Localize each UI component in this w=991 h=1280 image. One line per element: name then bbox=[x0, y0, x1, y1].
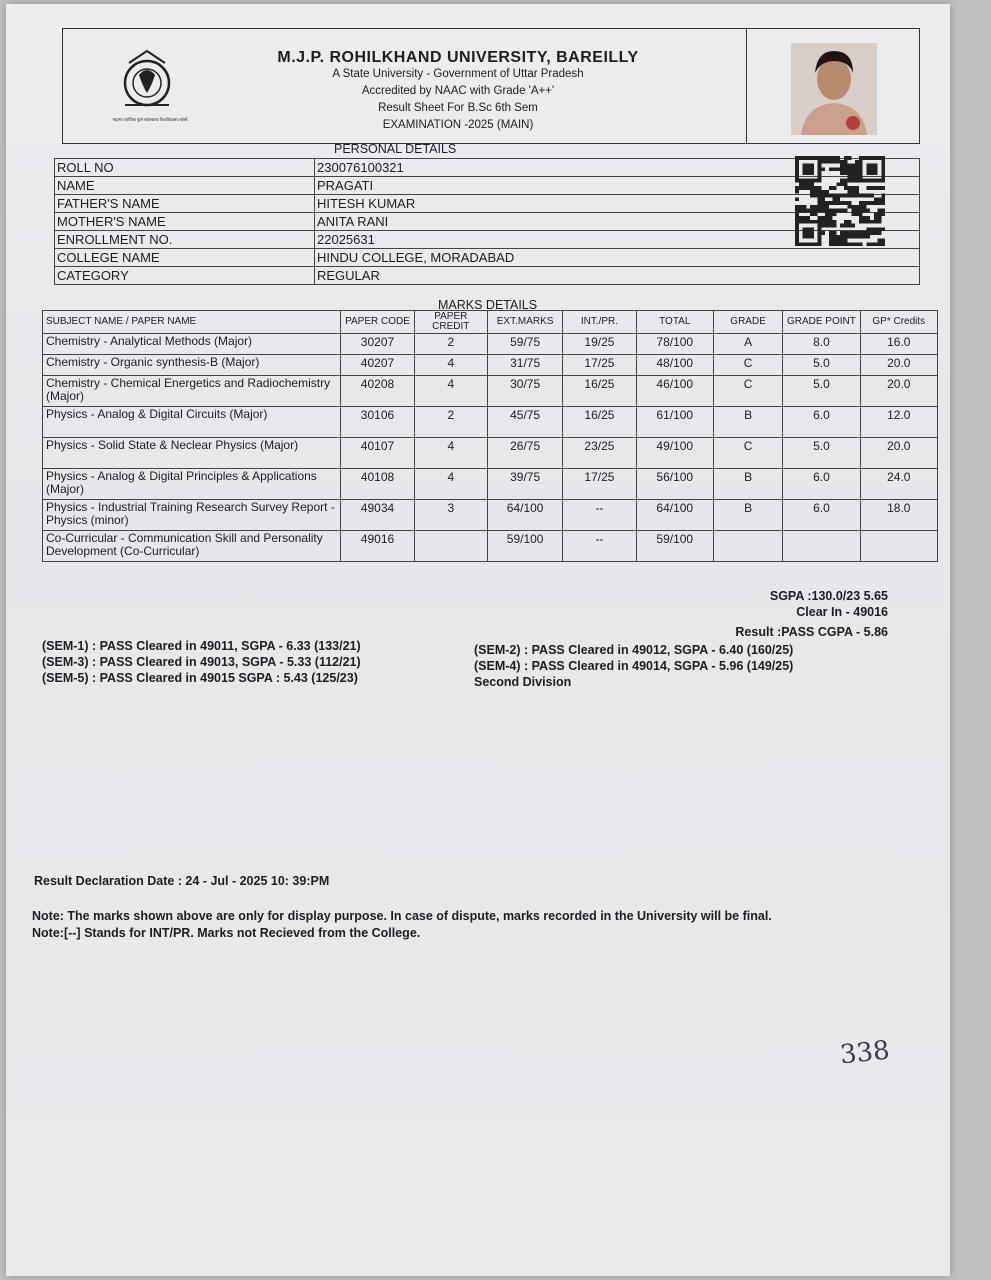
header-title-block bbox=[233, 49, 683, 134]
paper-code-cell: 30207 bbox=[341, 334, 414, 355]
grade-point-cell: 5.0 bbox=[783, 355, 860, 376]
gp-credits-cell: 16.0 bbox=[860, 334, 937, 355]
clear-in-text: Clear In - 49016 bbox=[796, 605, 888, 619]
grade-cell: C bbox=[713, 376, 782, 407]
note-line: Note:[--] Stands for INT/PR. Marks not Recieved from the College. bbox=[32, 926, 421, 940]
personal-row bbox=[55, 213, 920, 231]
photo-box bbox=[746, 29, 919, 143]
handwritten-number: 338 bbox=[838, 1035, 892, 1071]
col-ext-marks: EXT.MARKS bbox=[487, 311, 562, 334]
col-int-pr: INT./PR. bbox=[563, 311, 636, 334]
paper-credit-cell: 3 bbox=[414, 500, 487, 531]
personal-row bbox=[55, 195, 920, 213]
qr-code-icon bbox=[792, 156, 888, 246]
total-cell: 48/100 bbox=[636, 355, 713, 376]
notes bbox=[32, 908, 772, 942]
gp-credits-cell: 12.0 bbox=[860, 407, 937, 438]
marks-row bbox=[43, 438, 938, 469]
personal-row bbox=[55, 159, 920, 177]
logo-text: महात्मा ज्योतिबा फुले रुहेलखण्ड विश्वविद्यालय बरेली bbox=[112, 117, 188, 122]
ext-marks-cell: 45/75 bbox=[487, 407, 562, 438]
personal-details-table bbox=[54, 158, 920, 285]
semester-results-right bbox=[474, 642, 793, 690]
total-cell: 78/100 bbox=[636, 334, 713, 355]
int-pr-cell: 19/25 bbox=[563, 334, 636, 355]
grade-point-cell: 5.0 bbox=[783, 376, 860, 407]
grade-cell: B bbox=[713, 500, 782, 531]
paper-code-cell: 40107 bbox=[341, 438, 414, 469]
ext-marks-cell: 59/100 bbox=[487, 531, 562, 562]
paper-credit-cell: 4 bbox=[414, 438, 487, 469]
personal-value: ANITA RANI bbox=[315, 213, 920, 231]
personal-row bbox=[55, 249, 920, 267]
sem-result: (SEM-3) : PASS Cleared in 49013, SGPA - 5.33 (112/21) bbox=[42, 655, 361, 669]
personal-label: MOTHER'S NAME bbox=[55, 213, 315, 231]
gp-credits-cell: 24.0 bbox=[860, 469, 937, 500]
col-paper-credit: PAPER CREDIT bbox=[414, 311, 487, 334]
marks-header-row bbox=[43, 311, 938, 334]
grade-point-cell: 6.0 bbox=[783, 407, 860, 438]
grade-cell: C bbox=[713, 355, 782, 376]
personal-value: HITESH KUMAR bbox=[315, 195, 920, 213]
result-declaration-date: Result Declaration Date : 24 - Jul - 2025 10: 39:PM bbox=[34, 874, 330, 888]
result-sheet bbox=[6, 4, 950, 1276]
ext-marks-cell: 31/75 bbox=[487, 355, 562, 376]
grade-point-cell: 6.0 bbox=[783, 469, 860, 500]
int-pr-cell: 17/25 bbox=[563, 355, 636, 376]
col-total: TOTAL bbox=[636, 311, 713, 334]
marks-row bbox=[43, 500, 938, 531]
marks-row bbox=[43, 407, 938, 438]
university-name: M.J.P. ROHILKHAND UNIVERSITY, BAREILLY bbox=[277, 49, 639, 66]
grade-cell: A bbox=[713, 334, 782, 355]
student-photo bbox=[791, 43, 877, 135]
subject-cell: Chemistry - Chemical Energetics and Radiochemistry (Major) bbox=[43, 376, 341, 407]
paper-code-cell: 40207 bbox=[341, 355, 414, 376]
col-paper-code: PAPER CODE bbox=[341, 311, 414, 334]
subject-cell: Co-Curricular - Communication Skill and Personality Development (Co-Curricular) bbox=[43, 531, 341, 562]
personal-row bbox=[55, 231, 920, 249]
personal-value: REGULAR bbox=[315, 267, 920, 285]
paper-credit-cell: 2 bbox=[414, 407, 487, 438]
marks-row bbox=[43, 531, 938, 562]
int-pr-cell: 16/25 bbox=[563, 376, 636, 407]
personal-value: 22025631 bbox=[315, 231, 920, 249]
marks-row bbox=[43, 334, 938, 355]
grade-cell: B bbox=[713, 407, 782, 438]
subject-cell: Chemistry - Organic synthesis-B (Major) bbox=[43, 355, 341, 376]
grade-cell bbox=[713, 531, 782, 562]
paper-code-cell: 40108 bbox=[341, 469, 414, 500]
grade-point-cell: 6.0 bbox=[783, 500, 860, 531]
paper-credit-cell: 2 bbox=[414, 334, 487, 355]
personal-label: ROLL NO bbox=[55, 159, 315, 177]
col-gp-credits: GP* Credits bbox=[860, 311, 937, 334]
paper-credit-cell bbox=[414, 531, 487, 562]
gp-credits-cell: 20.0 bbox=[860, 376, 937, 407]
paper-credit-cell: 4 bbox=[414, 376, 487, 407]
sem-result: (SEM-4) : PASS Cleared in 49014, SGPA - 5.96 (149/25) bbox=[474, 659, 794, 673]
col-grade-point: GRADE POINT bbox=[783, 311, 860, 334]
header-line-2: Accredited by NAAC with Grade 'A++' bbox=[361, 85, 555, 97]
int-pr-cell: 23/25 bbox=[563, 438, 636, 469]
header-box bbox=[62, 28, 920, 144]
int-pr-cell: -- bbox=[563, 531, 636, 562]
total-cell: 49/100 bbox=[636, 438, 713, 469]
ext-marks-cell: 64/100 bbox=[487, 500, 562, 531]
sem-result: (SEM-2) : PASS Cleared in 49012, SGPA - 6.40 (160/25) bbox=[474, 643, 794, 657]
gp-credits-cell: 20.0 bbox=[860, 355, 937, 376]
subject-cell: Physics - Industrial Training Research Survey Report - Physics (minor) bbox=[43, 500, 341, 531]
ext-marks-cell: 26/75 bbox=[487, 438, 562, 469]
note-line: Note: The marks shown above are only for display purpose. In case of dispute, marks recorded in the University will be final. bbox=[32, 909, 772, 923]
personal-label: CATEGORY bbox=[55, 267, 315, 285]
personal-details-title: PERSONAL DETAILS bbox=[334, 142, 457, 156]
personal-label: NAME bbox=[55, 177, 315, 195]
col-subject: SUBJECT NAME / PAPER NAME bbox=[43, 311, 341, 334]
grade-point-cell bbox=[783, 531, 860, 562]
marks-row bbox=[43, 355, 938, 376]
subject-cell: Physics - Analog & Digital Circuits (Major) bbox=[43, 407, 341, 438]
division-text: Second Division bbox=[474, 675, 572, 689]
personal-row bbox=[55, 267, 920, 285]
header-line-3: Result Sheet For B.Sc 6th Sem bbox=[378, 102, 538, 114]
paper-code-cell: 49016 bbox=[341, 531, 414, 562]
personal-label: ENROLLMENT NO. bbox=[55, 231, 315, 249]
int-pr-cell: 17/25 bbox=[563, 469, 636, 500]
personal-value: 230076100321 bbox=[315, 159, 920, 177]
total-cell: 59/100 bbox=[636, 531, 713, 562]
col-grade: GRADE bbox=[713, 311, 782, 334]
paper-credit-cell: 4 bbox=[414, 355, 487, 376]
paper-code-cell: 30106 bbox=[341, 407, 414, 438]
marks-body bbox=[43, 334, 938, 562]
ext-marks-cell: 30/75 bbox=[487, 376, 562, 407]
marks-row bbox=[43, 469, 938, 500]
result-text: Result :PASS CGPA - 5.86 bbox=[735, 625, 888, 639]
personal-label: FATHER'S NAME bbox=[55, 195, 315, 213]
int-pr-cell: -- bbox=[563, 500, 636, 531]
grade-cell: C bbox=[713, 438, 782, 469]
sem-result: (SEM-5) : PASS Cleared in 49015 SGPA : 5.43 (125/23) bbox=[42, 671, 358, 685]
header-line-1: A State University - Government of Uttar Pradesh bbox=[332, 68, 584, 80]
sgpa-text: SGPA :130.0/23 5.65 bbox=[769, 589, 888, 603]
marks-table bbox=[42, 310, 938, 562]
total-cell: 64/100 bbox=[636, 500, 713, 531]
gp-credits-cell bbox=[860, 531, 937, 562]
marks-row bbox=[43, 376, 938, 407]
personal-label: COLLEGE NAME bbox=[55, 249, 315, 267]
grade-point-cell: 8.0 bbox=[783, 334, 860, 355]
summary-block bbox=[735, 588, 888, 640]
header-line-4: EXAMINATION -2025 (MAIN) bbox=[382, 119, 534, 131]
paper-code-cell: 49034 bbox=[341, 500, 414, 531]
paper-credit-cell: 4 bbox=[414, 469, 487, 500]
semester-results-left bbox=[42, 638, 361, 686]
grade-cell: B bbox=[713, 469, 782, 500]
personal-row bbox=[55, 177, 920, 195]
gp-credits-cell: 20.0 bbox=[860, 438, 937, 469]
total-cell: 61/100 bbox=[636, 407, 713, 438]
grade-point-cell: 5.0 bbox=[783, 438, 860, 469]
total-cell: 56/100 bbox=[636, 469, 713, 500]
subject-cell: Chemistry - Analytical Methods (Major) bbox=[43, 334, 341, 355]
marks-details-title: MARKS DETAILS bbox=[438, 298, 538, 312]
sem-result: (SEM-1) : PASS Cleared in 49011, SGPA - 6.33 (133/21) bbox=[42, 639, 361, 653]
gp-credits-cell: 18.0 bbox=[860, 500, 937, 531]
subject-cell: Physics - Solid State & Neclear Physics (Major) bbox=[43, 438, 341, 469]
personal-value: PRAGATI bbox=[315, 177, 920, 195]
personal-value: HINDU COLLEGE, MORADABAD bbox=[315, 249, 920, 267]
ext-marks-cell: 39/75 bbox=[487, 469, 562, 500]
subject-cell: Physics - Analog & Digital Principles & Applications (Major) bbox=[43, 469, 341, 500]
paper-code-cell: 40208 bbox=[341, 376, 414, 407]
total-cell: 46/100 bbox=[636, 376, 713, 407]
int-pr-cell: 16/25 bbox=[563, 407, 636, 438]
ext-marks-cell: 59/75 bbox=[487, 334, 562, 355]
